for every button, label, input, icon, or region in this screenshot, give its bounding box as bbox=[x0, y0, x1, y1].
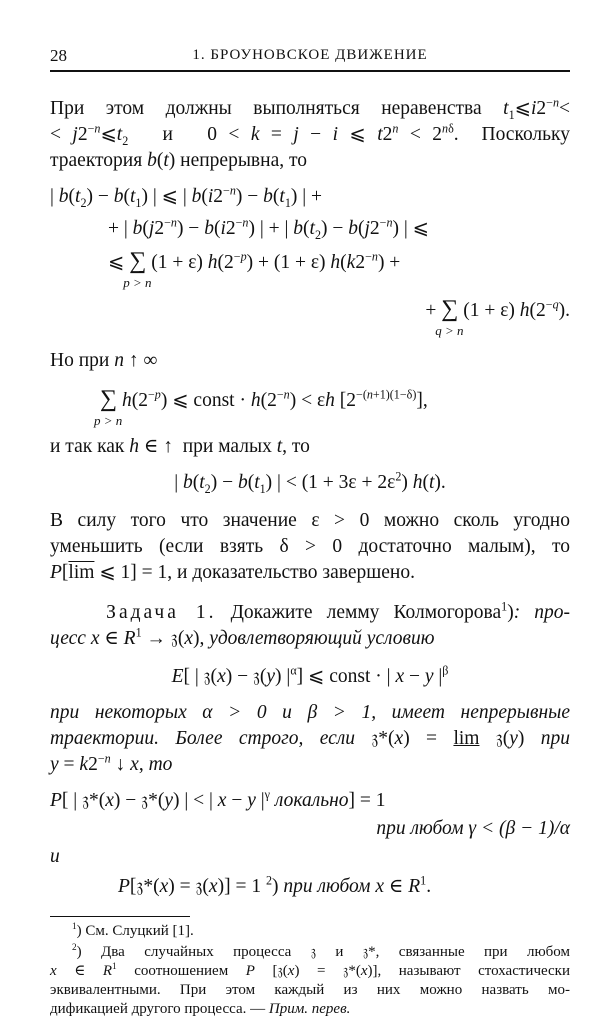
equation-line: ⩽ ∑ p > n (1 + ε) $h(2^{-p}) + (1 + \varepsilon) h(k2^{-n})$ + bbox=[108, 248, 401, 290]
text-line: и так как h ∈ ↑ при малых t, то bbox=[50, 436, 310, 457]
page-number: 28 bbox=[50, 46, 67, 65]
page bbox=[50, 44, 571, 1017]
equation-line: + ∑ q > n (1 + ε) $h(2^{-q})$. bbox=[425, 296, 570, 338]
equation-line: при любом γ < (β − 1)/α bbox=[376, 818, 570, 839]
footnote-2-line: дификацией другого процесса. — Прим. перев. bbox=[50, 1001, 351, 1017]
equation-line: + | $b(j2^{-n}) - b(i2^{-n})$ | + | $b(t_2) - b(j2^{-n})$ | ⩽ bbox=[108, 215, 430, 242]
equation-line: | $b(t_2) - b(t_1)$ | < $(1 + 3\varepsilon + 2\varepsilon^2)$ h(t). bbox=[174, 469, 446, 496]
text-line: цесс x ∈ $R^1$ → 𝔷(x), удовлетворяющий условию bbox=[50, 625, 435, 649]
text-line: $y = k2^{-n}$ ↓ x, то bbox=[50, 751, 173, 775]
equation-line: ∑ p > n $h(2^{-p})$ ⩽ const · $h(2^{-n}) < \varepsilon h$ $[2^{-(n+1)(1-\delta)}]$, bbox=[94, 386, 428, 428]
text-line: При этом должны выполняться неравенства $t_1⩽i2^{-n}<$ bbox=[50, 95, 570, 122]
text-line: < $j2^{-n}⩽t_2$ и 0 < k = j − i ⩽ $t2^n < 2^{n\delta}$. Поскольку bbox=[50, 121, 571, 148]
text-line: $P[\overline{lim}$ ⩽ 1] = 1, и доказательство завершено. bbox=[50, 562, 415, 583]
equation-line: P[ | 𝔷*(x) − 𝔷*(y) | < | x − y $|^\gamma$ локально] = 1 bbox=[50, 787, 386, 811]
text-line: В силу того что значение ε > 0 можно сколь угодно bbox=[50, 510, 570, 531]
text-line: при некоторых α > 0 и β > 1, имеет непрерывные bbox=[50, 702, 570, 723]
equation-line: P[𝔷*(x) = 𝔷(x)] = 1 $^2$) при любом x ∈ $R^1$. bbox=[118, 873, 432, 897]
text-line: Задача 1. Докажите лемму Колмогорова$^1$): про- bbox=[106, 599, 570, 623]
footnote-2: $^2$) Два случайных процесса 𝔷 и 𝔷*, связанные при любом bbox=[72, 943, 570, 960]
footnote-2-line: x ∈ $R^1$ соотношением P [𝔷(x) = 𝔷*(x)], называют стохастически bbox=[50, 962, 570, 979]
footnote-rule bbox=[50, 916, 190, 917]
text-line: уменьшить (если взять δ > 0 достаточно малым), то bbox=[50, 536, 570, 557]
equation-line: E[ | 𝔷(x) − 𝔷(y) $|^\alpha$] ⩽ const · | x − y $|^\beta$ bbox=[171, 663, 449, 687]
text-line: траектория b(t) непрерывна, то bbox=[50, 150, 307, 171]
footnote-1: $^1$) См. Слуцкий [1]. bbox=[72, 922, 194, 939]
running-title: 1. БРОУНОВСКОЕ ДВИЖЕНИЕ bbox=[192, 47, 428, 63]
text-line: траектории. Более строго, если 𝔷*(x) = lim 𝔷(y) при bbox=[50, 728, 571, 749]
text-line: и bbox=[50, 846, 60, 867]
footnote-2-line: эквивалентными. При этом каждый из них можно назвать мо- bbox=[50, 982, 570, 998]
page-header bbox=[50, 44, 570, 72]
text-line: Но при n ↑ ∞ bbox=[50, 350, 158, 371]
equation-line: | $b(t_2) - b(t_1)$ | ⩽ | $b(i2^{-n}) - b(t_1)$ | + bbox=[50, 183, 323, 210]
